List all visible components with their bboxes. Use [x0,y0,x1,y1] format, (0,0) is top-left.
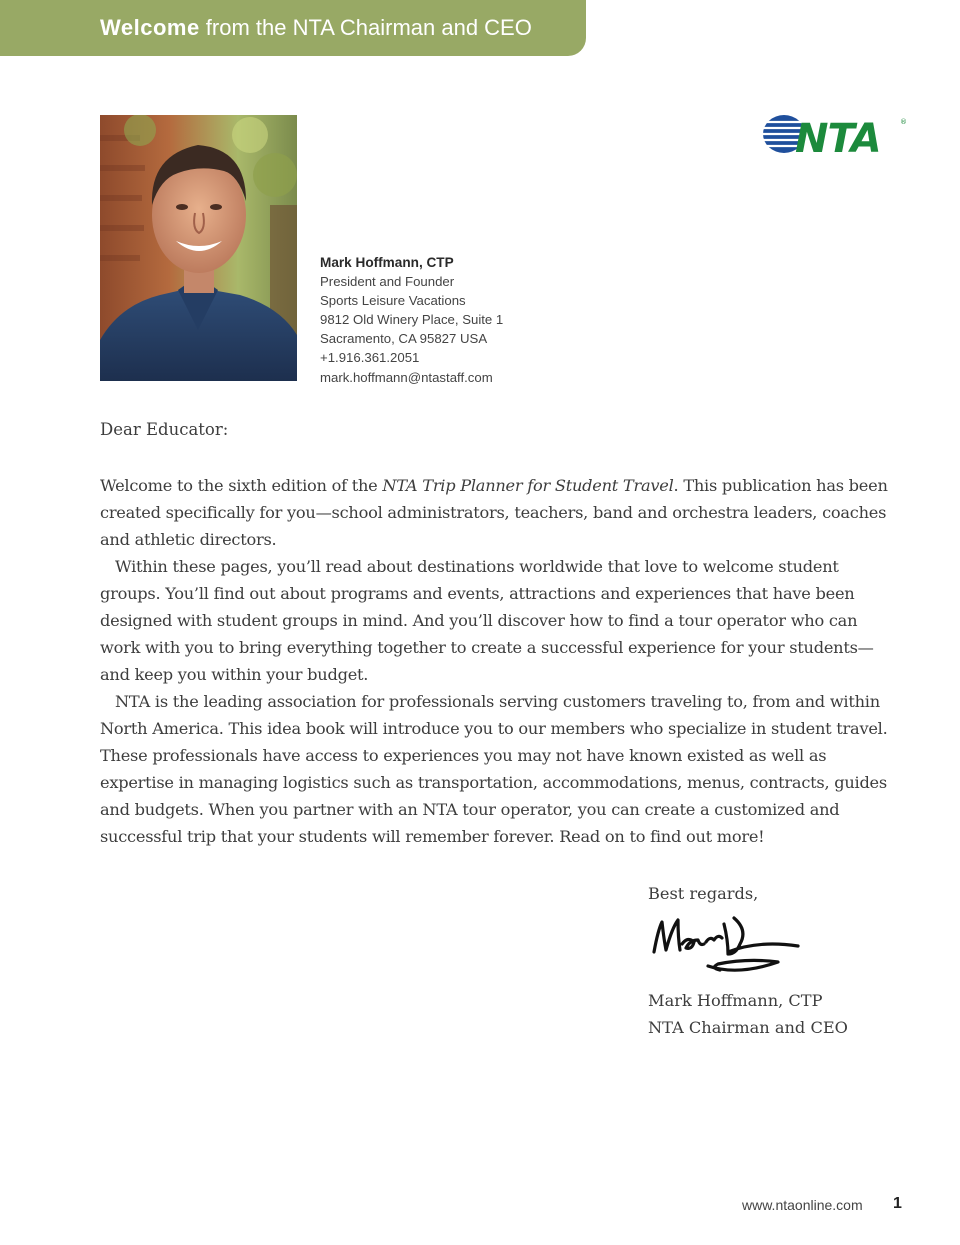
contact-address-line-1: 9812 Old Winery Place, Suite 1 [320,312,504,328]
paragraph-1-start: Welcome to the sixth edition of the [100,476,383,495]
footer-url: www.ntaonline.com [742,1197,863,1213]
section-header-tab [0,0,586,56]
letter-body [100,472,900,850]
signature [648,910,803,980]
signer-block [648,987,848,1041]
contact-block [320,253,620,387]
contact-company: Sports Leisure Vacations [320,293,466,309]
contact-address-line-2: Sacramento, CA 95827 USA [320,331,488,347]
paragraph-3: NTA is the leading association for professionals serving customers traveling to, from and within North America. This idea book will introduce you to our members who specialize in student travel. These professionals have access to experiences you may not have known existed as well as expertise in managing logistics such as transportation, accommodations, menus, contracts, guides and budgets. When you partner with an NTA tour operator, you can create a customized and successful trip that your students will remember forever. Read on to find out more! [100,692,888,846]
salutation: Dear Educator: [100,420,229,439]
publication-title: NTA Trip Planner for Student Travel [382,476,674,495]
header-title-bold: Welcome [100,15,200,40]
paragraph-1 [100,472,900,553]
contact-email: mark.hoffmann@ntastaff.com [320,369,493,385]
page-number: 1 [893,1195,902,1212]
contact-title: President and Founder [320,274,455,290]
logo-text: NTA [795,116,881,160]
signer-name: Mark Hoffmann, CTP [648,991,823,1010]
contact-phone: +1.916.361.2051 [320,350,420,366]
signer-title: NTA Chairman and CEO [648,1018,848,1037]
nta-logo [760,112,910,160]
svg-text:®: ® [900,118,907,126]
paragraph-1-end: . This publication has been created specifically for you—school administrators, teachers, band and orchestra leaders, coaches and athletic directors. [100,476,888,549]
paragraph-2: Within these pages, you’ll read about destinations worldwide that love to welcome student groups. You’ll find out about programs and events, attractions and experiences that have been designed with student groups in mind. And you’ll discover how to find a tour operator who can work with you to bring everything together to create a successful experience for your students—and keep you within your budget. [100,557,874,684]
portrait-photo [100,115,297,381]
closing: Best regards, [648,884,759,903]
contact-name: Mark Hoffmann, CTP [320,255,454,270]
header-title-rest: from the NTA Chairman and CEO [199,15,532,40]
